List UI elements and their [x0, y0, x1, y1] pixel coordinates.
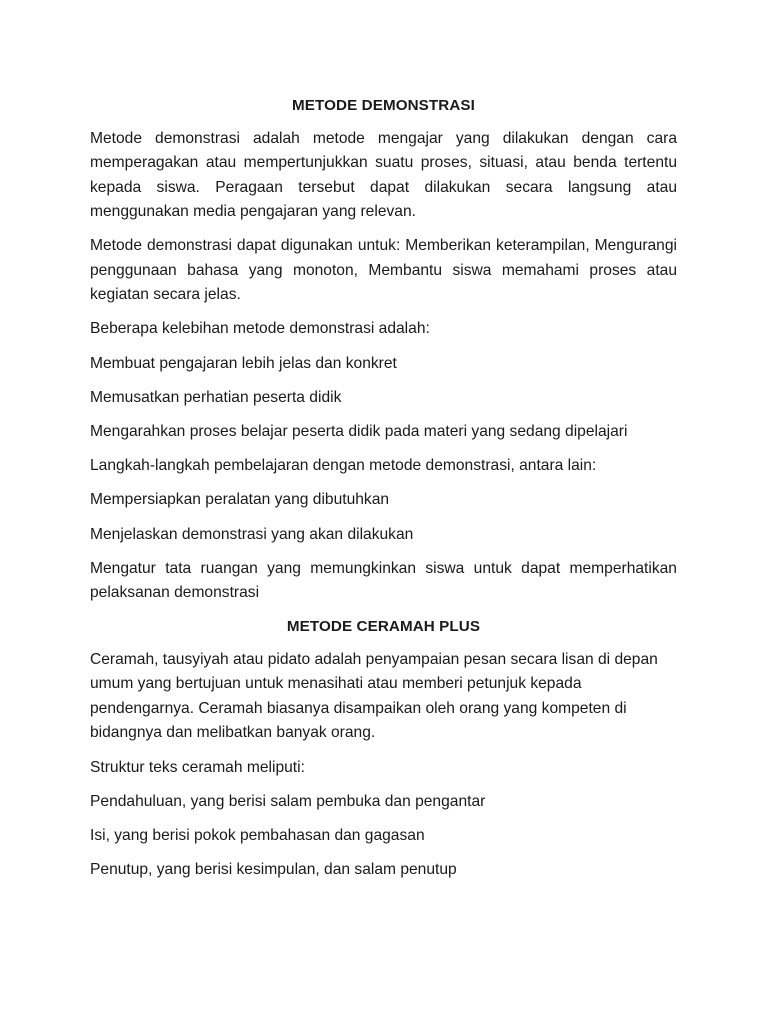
- section-heading-ceramah-plus: METODE CERAMAH PLUS: [286, 618, 481, 636]
- section-heading-demonstrasi: METODE DEMONSTRASI: [292, 97, 475, 114]
- paragraph-usage: Metode demonstrasi dapat digunakan untuk: Memberikan keterampilan, Mengurangi penggunaan bahasa yang monoton, Membantu siswa memahami proses atau kegiatan secara jelas.: [90, 237, 677, 304]
- list-item-step-2: Menjelaskan demonstrasi yang akan dilakukan: [90, 525, 414, 543]
- list-item-advantage-1: Membuat pengajaran lebih jelas dan konkret: [90, 354, 397, 372]
- list-item-advantage-3: Mengarahkan proses belajar peserta didik pada materi yang sedang dipelajari: [90, 422, 628, 440]
- paragraph-definition: Metode demonstrasi adalah metode mengajar yang dilakukan dengan cara memperagakan atau mempertunjukkan suatu proses, situasi, atau benda tertentu kepada siswa. Peragaan tersebut dapat dilakukan secara langsung atau menggunakan media pengajaran yang relevan.: [90, 129, 677, 220]
- paragraph-structure-intro: Struktur teks ceramah meliputi:: [90, 758, 305, 776]
- paragraph-ceramah-definition: Ceramah, tausyiyah atau pidato adalah penyampaian pesan secara lisan di depan umum yang bertujuan untuk menasihati atau memberi petunjuk kepada pendengarnya. Ceramah biasanya disampaikan oleh orang yang kompeten di bidangnya dan melibatkan banyak orang.: [90, 650, 658, 742]
- list-item-step-3: Mengatur tata ruangan yang memungkinkan siswa untuk dapat memperhatikan pelaksanan demonstrasi: [90, 559, 677, 602]
- list-item-structure-1: Pendahuluan, yang berisi salam pembuka dan pengantar: [90, 792, 486, 810]
- document-body: [90, 94, 677, 892]
- list-item-structure-2: Isi, yang berisi pokok pembahasan dan gagasan: [90, 826, 425, 844]
- list-item-structure-3: Penutup, yang berisi kesimpulan, dan salam penutup: [90, 861, 457, 879]
- list-item-step-1: Mempersiapkan peralatan yang dibutuhkan: [90, 491, 390, 509]
- list-item-advantage-2: Memusatkan perhatian peserta didik: [90, 388, 342, 406]
- paragraph-steps-intro: Langkah-langkah pembelajaran dengan metode demonstrasi, antara lain:: [90, 457, 597, 475]
- paragraph-advantages-intro: Beberapa kelebihan metode demonstrasi adalah:: [90, 320, 430, 338]
